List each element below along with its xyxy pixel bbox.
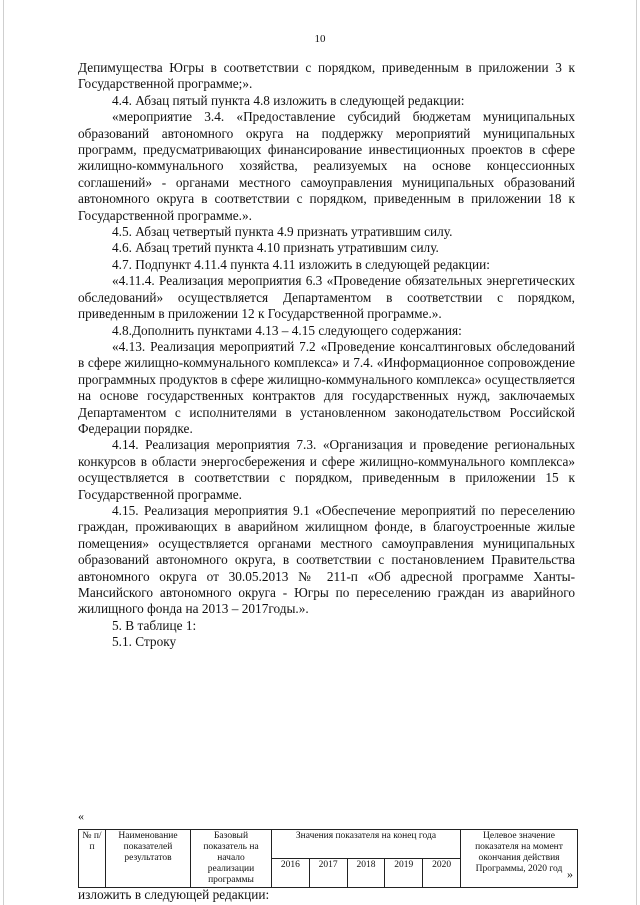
tail-text: изложить в следующей редакции: bbox=[78, 887, 270, 902]
header-year: 2019 bbox=[385, 859, 423, 888]
document-body bbox=[78, 60, 575, 651]
header-target: Целевое значение показателя на момент окончания действия Программы, 2020 год bbox=[461, 830, 578, 888]
paragraph-5: 5. В таблице 1: bbox=[112, 617, 197, 633]
header-number: № п/п bbox=[79, 830, 106, 888]
header-year: 2016 bbox=[272, 859, 310, 888]
paragraph-4-11-4: «4.11.4. Реализация мероприятия 6.3 «Проведение обязательных энергетических обследований» осуществляется Департаментом в соответствии с порядком, приведенным в приложении 12 к Государственной программе.». bbox=[78, 273, 575, 322]
closing-quote: » bbox=[567, 867, 573, 881]
header-year: 2018 bbox=[347, 859, 385, 888]
header-name: Наименование показателей результатов bbox=[106, 830, 191, 888]
paragraph-measure-3-4: «мероприятие 3.4. «Предоставление субсидий бюджетам муниципальных образований автономного округа на поддержку мероприятий муниципальных программ, предусматривающих финансирование инвестиционных проектов в сфере жилищно-коммунального хозяйства, реализуемых на основе концессионных соглашений» - органами местного самоуправления муниципальных образований автономного округа в соответствии с порядком, приведенным в приложении 18 к Государственной программе.». bbox=[78, 109, 575, 223]
paragraph-4-5: 4.5. Абзац четвертый пункта 4.9 признать утратившим силу. bbox=[112, 224, 453, 240]
paragraph-4-14: 4.14. Реализация мероприятия 7.3. «Организация и проведение региональных конкурсов в области энергосбережения и сфере жилищно-коммунального комплекса» осуществляется в соответствии с порядком, приведенным в приложении 15 к Государственной программе. bbox=[78, 437, 575, 502]
header-year: 2020 bbox=[423, 859, 461, 888]
indicators-table bbox=[78, 829, 578, 888]
header-base: Базовый показатель на начало реализации программы bbox=[191, 830, 272, 888]
paragraph-4-15: 4.15. Реализация мероприятия 9.1 «Обеспечение мероприятий по переселению граждан, проживающих в аварийном жилищном фонде, в благоустроенные жилые помещения» осуществляется органами местного самоуправления муниципальных образований автономного округа, в соответствии с постановлением Правительства автономного округа от 30.05.2013 № 211-п «Об адресной программе Ханты-Мансийского автономного округа - Югры по переселению граждан из аварийного жилищного фонда на 2013 – 2017годы.». bbox=[78, 502, 575, 617]
header-values: Значения показателя на конец года bbox=[272, 830, 461, 859]
opening-quote: « bbox=[78, 809, 84, 823]
paragraph-1: Депимущества Югры в соответствии с порядком, приведенным в приложении 3 к Государственной программе;». bbox=[78, 60, 575, 92]
paragraph-4-4: 4.4. Абзац пятый пункта 4.8 изложить в следующей редакции: bbox=[112, 92, 465, 108]
paragraph-4-13: «4.13. Реализация мероприятий 7.2 «Проведение консалтинговых обследований в сфере жилищно-коммунального комплекса» и 7.4. «Информационное сопровождение программных продуктов в сфере жилищно-коммунального комплекса» осуществляется на основе государственных контрактов для государственных нужд, заключаемых Департаментом с исполнителями в установленном законодательством Российской Федерации порядке. bbox=[78, 338, 575, 436]
paragraph-5-1: 5.1. Строку bbox=[112, 634, 177, 650]
header-year: 2017 bbox=[309, 859, 347, 888]
table-header-row bbox=[79, 830, 578, 859]
page-number: 10 bbox=[314, 33, 326, 45]
paragraph-4-7: 4.7. Подпункт 4.11.4 пункта 4.11 изложить в следующей редакции: bbox=[112, 256, 490, 272]
paragraph-4-6: 4.6. Абзац третий пункта 4.10 признать утратившим силу. bbox=[112, 240, 439, 256]
paragraph-4-8: 4.8.Дополнить пунктами 4.13 – 4.15 следующего содержания: bbox=[112, 322, 462, 338]
